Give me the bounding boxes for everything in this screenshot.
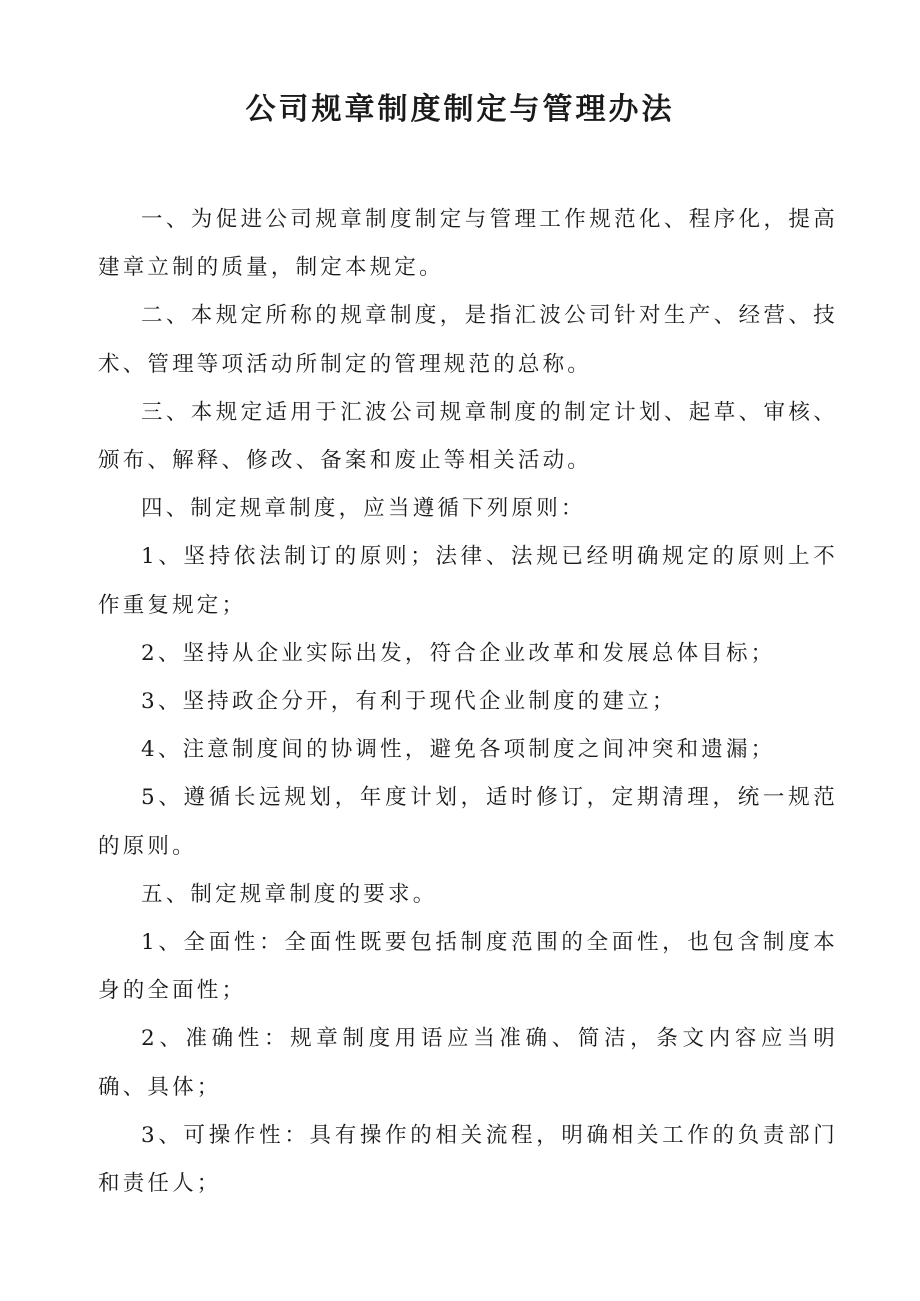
principle-item-2: 2、坚持从企业实际出发，符合企业改革和发展总体目标； — [141, 640, 776, 666]
requirement-item-2: 2、准确性：规章制度用语应当准确、简洁，条文内容应当明确、具体； — [98, 1026, 838, 1100]
requirement-item-1: 1、全面性：全面性既要包括制度范围的全面性，也包含制度本身的全面性； — [98, 930, 838, 1004]
paragraph-3: 三、本规定适用于汇波公司规章制度的制定计划、起草、审核、颁布、解释、修改、备案和废止等相关活动。 — [98, 399, 838, 474]
document-title: 公司规章制度制定与管理办法 — [245, 92, 675, 127]
principle-item-1: 1、坚持依法制订的原则；法律、法规已经明确规定的原则上不作重复规定； — [98, 544, 838, 618]
principle-item-4: 4、注意制度间的协调性，避免各项制度之间冲突和遗漏； — [141, 737, 776, 763]
paragraph-5: 五、制定规章制度的要求。 — [141, 881, 438, 907]
paragraph-1: 一、为促进公司规章制度制定与管理工作规范化、程序化，提高建章立制的质量，制定本规定。 — [98, 207, 838, 281]
document-body — [98, 196, 838, 1208]
paragraph-4: 四、制定规章制度，应当遵循下列原则： — [141, 496, 586, 522]
requirement-item-3: 3、可操作性：具有操作的相关流程，明确相关工作的负责部门和责任人； — [98, 1122, 838, 1197]
principle-item-3: 3、坚持政企分开，有利于现代企业制度的建立； — [141, 689, 677, 715]
principle-item-5: 5、遵循长远规划，年度计划，适时修订，定期清理，统一规范的原则。 — [98, 785, 838, 859]
paragraph-2: 二、本规定所称的规章制度，是指汇波公司针对生产、经营、技术、管理等项活动所制定的管理规范的总称。 — [98, 303, 838, 377]
